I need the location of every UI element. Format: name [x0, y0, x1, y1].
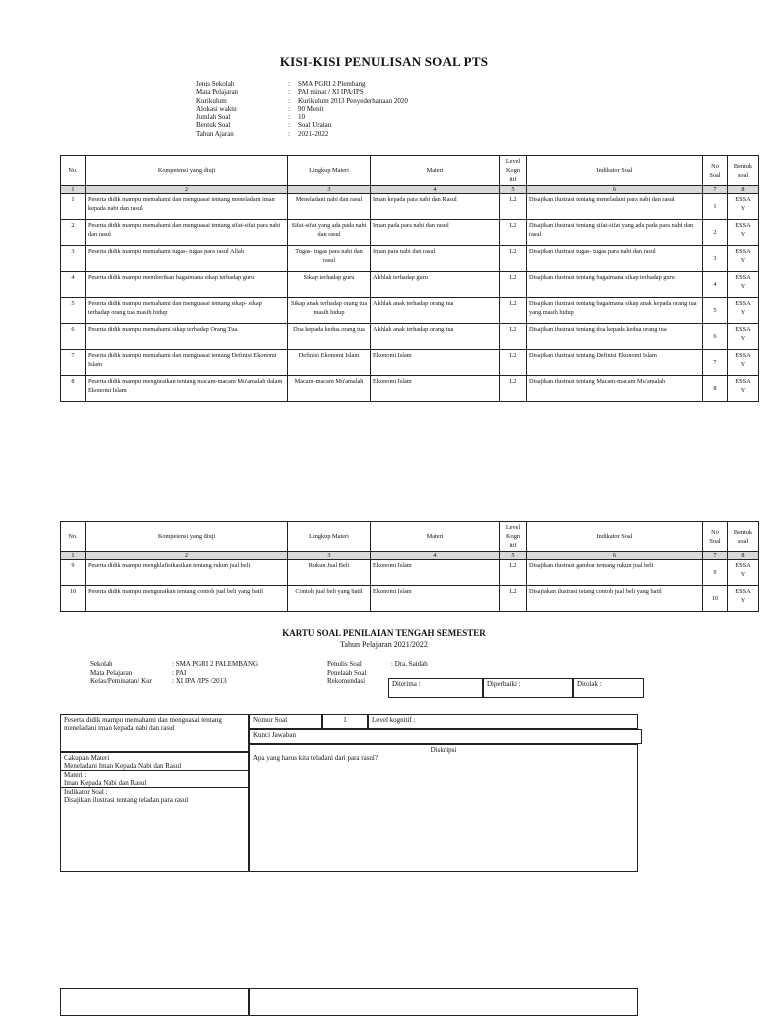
info-row [90, 677, 258, 686]
bentuk-soal-cell [728, 376, 759, 402]
materi-cell: Ekonomi Islam [371, 586, 500, 612]
materi-cell: Iman para nabi dan rasul [371, 246, 500, 272]
info-value: : XI IPA /IPS /2013 [172, 677, 227, 685]
level-cell: L2 [500, 220, 527, 246]
column-header: No. [61, 522, 86, 552]
row-number: 7 [61, 350, 86, 376]
meta-row [196, 105, 408, 113]
bentuk-soal-cell [728, 220, 759, 246]
meta-colon: : [288, 96, 290, 105]
bentuk-soal-type: ESSA [735, 300, 751, 307]
bentuk-soal-cell [728, 324, 759, 350]
column-header: Materi [371, 522, 500, 552]
row-number: 9 [61, 560, 86, 586]
rekom-diperbaiki-box [483, 678, 573, 698]
column-header: Level Kogn itif [500, 522, 527, 552]
level-cell: L2 [500, 246, 527, 272]
bentuk-soal-mark: Y [740, 205, 746, 212]
kompetensi-cell: Peserta didik mampu memberikan bagaimana sikap terhadap guru [86, 272, 288, 298]
no-soal-cell: 3 [703, 246, 728, 272]
column-number: 8 [728, 552, 759, 560]
column-number: 1 [61, 186, 86, 194]
level-kognitif-box [368, 714, 638, 729]
document-meta [196, 80, 408, 138]
column-number-row [61, 552, 759, 560]
column-number: 1 [61, 552, 86, 560]
bentuk-soal-type: ESSA [735, 588, 751, 595]
table-row [61, 376, 759, 402]
column-number: 2 [86, 552, 288, 560]
row-number: 3 [61, 246, 86, 272]
level-cell: L2 [500, 324, 527, 350]
column-number: 3 [288, 552, 371, 560]
meta-label: Jumlah Soal [196, 113, 231, 122]
nomor-soal-value: 1 [343, 716, 347, 724]
bentuk-soal-mark: Y [740, 231, 746, 238]
indikator-cell: Disajikan ilustrasi gambar tentang rukun jual beli [527, 560, 703, 586]
materi-cell: Akhlak terhadap guru [371, 272, 500, 298]
materi-cell: Ekonomi Islam [371, 350, 500, 376]
indikator-cell: Disajikan ilustrasi tentang bagaimana sikap anak kepada orang tua yang masih hidup [527, 298, 703, 324]
kompetensi-cell: Peserta didik mampu memahami dan menguasai tentang sifat-sifat para nabi dan rasul [86, 220, 288, 246]
table-row [61, 350, 759, 376]
meta-row [196, 130, 408, 138]
bentuk-soal-mark: Y [740, 309, 746, 316]
row-number: 10 [61, 586, 86, 612]
bentuk-soal-type: ESSA [735, 196, 751, 203]
deskripsi-box [249, 744, 638, 872]
materi-cell: Ekonomi Islam [371, 376, 500, 402]
materi-cell: Ekonomi Islam [371, 560, 500, 586]
info-row [90, 669, 258, 678]
kompetensi-cell: Peserta didik mampu menguraikan tentang macam-macam Mu'amalah dalam Ekonomi Islam [86, 376, 288, 402]
info-label: Mata Pelajaran [90, 668, 133, 677]
bentuk-soal-cell [728, 246, 759, 272]
kompetensi-cell: Peserta didik mampu memahami dan menguasai tentang meneladani iman kepada nabi dan rasul [86, 194, 288, 220]
materi-cell: Akhlak anak terhadap orang tua [371, 298, 500, 324]
meta-value: SMA PGRI 2 Plembang [298, 80, 366, 88]
lingkup-cell: Macam-macam Mu'amalah [288, 376, 371, 402]
rekom-ditolak-box [573, 678, 644, 698]
no-soal-cell: 1 [703, 194, 728, 220]
meta-row [196, 97, 408, 105]
meta-value: 2021-2022 [298, 129, 329, 138]
row-number: 1 [61, 194, 86, 220]
rekom-diperbaiki-label: Diperbaiki : [487, 680, 521, 688]
kisi-table-1 [60, 155, 759, 402]
meta-row [196, 121, 408, 129]
meta-colon: : [288, 121, 290, 130]
bentuk-soal-mark: Y [740, 283, 746, 290]
column-number-row [61, 186, 759, 194]
column-number: 5 [500, 552, 527, 560]
question-text: Apa yang harus kita teladani dari para rasul? [253, 754, 378, 762]
kompetensi-cell: Peserta didik mampu menguraikan tentang contoh jual beli yang batil [86, 586, 288, 612]
column-header: No. [61, 156, 86, 186]
lingkup-cell: Sikap anak terhadap orang tua masih hidup [288, 298, 371, 324]
table-row [61, 586, 759, 612]
bentuk-soal-cell [728, 560, 759, 586]
level-cell: L2 [500, 560, 527, 586]
column-number: 5 [500, 186, 527, 194]
nomor-soal-value-box [322, 714, 368, 729]
materi-label: Materi : [61, 770, 248, 779]
bentuk-soal-cell [728, 350, 759, 376]
materi-value: Iman Kepada Nabi dan Rasul [64, 779, 147, 787]
info-label: Sekolah [90, 660, 113, 668]
no-soal-cell: 6 [703, 324, 728, 350]
row-number: 8 [61, 376, 86, 402]
column-header: No Soal [703, 156, 728, 186]
bentuk-soal-type: ESSA [735, 248, 751, 255]
meta-value: 90 Menit [298, 104, 324, 113]
column-number: 6 [527, 186, 703, 194]
lingkup-cell: Sikap terhadap guru [288, 272, 371, 298]
info-label: Penulis Soal [327, 660, 362, 668]
meta-label: Tahun Ajaran [196, 129, 234, 138]
meta-label: Mata Pelajaran [196, 88, 239, 97]
page-title: KISI-KISI PENULISAN SOAL PTS [279, 54, 489, 69]
kartu-title: KARTU SOAL PENILAIAN TENGAH SEMESTER [282, 628, 486, 638]
level-cell: L2 [500, 376, 527, 402]
no-soal-cell: 10 [703, 586, 728, 612]
level-cell: L2 [500, 586, 527, 612]
indikator-value: Disajikan ilustrasi tentang teladan para rasul [64, 796, 189, 804]
info-label: Rekomendasi [327, 677, 366, 685]
info-value: : SMA PGRI 2 PALEMBANG [172, 660, 259, 668]
indikator-cell: Disajikan ilustrasi tentang bagaimana sikap terhadap guru [527, 272, 703, 298]
row-number: 5 [61, 298, 86, 324]
kunci-jawaban-box [249, 729, 642, 744]
kompetensi-cell: Peserta didik mampu memahami sikap terhadap Orang Tua. [86, 324, 288, 350]
no-soal-cell: 5 [703, 298, 728, 324]
bentuk-soal-mark: Y [740, 597, 746, 604]
info-row [90, 660, 258, 669]
no-soal-cell: 8 [703, 376, 728, 402]
column-number: 2 [86, 186, 288, 194]
meta-row [196, 88, 408, 96]
table-header-row [61, 522, 759, 552]
info-value: : PAI [172, 668, 187, 677]
deskripsi-label: Diskripsi [430, 746, 457, 754]
column-header: Indikator Soal [527, 522, 703, 552]
table-row [61, 272, 759, 298]
column-header: Bentuk soal [728, 156, 759, 186]
bentuk-soal-type: ESSA [735, 326, 751, 333]
materi-info-box [60, 752, 249, 872]
column-header: Level Kogn itif [500, 156, 527, 186]
lingkup-cell: Definisi Ekonomi Islam [288, 350, 371, 376]
no-soal-cell: 7 [703, 350, 728, 376]
bentuk-soal-type: ESSA [735, 274, 751, 281]
rekom-diterima-label: Diterima : [392, 680, 421, 688]
bentuk-soal-type: ESSA [735, 562, 751, 569]
column-number: 3 [288, 186, 371, 194]
lingkup-cell: Meneladani nabi dan rasul [288, 194, 371, 220]
bentuk-soal-mark: Y [740, 387, 746, 394]
cakupan-value: Meneladani Iman Kepada Nabi dan Rasul [64, 762, 182, 770]
meta-value: 10 [298, 113, 305, 122]
indikator-cell: Disajikan ilustrasi tentang meneladani para nabi dan rasul [527, 194, 703, 220]
nomor-soal-label: Nomor Soal [253, 716, 288, 724]
meta-row [196, 80, 408, 88]
materi-cell: Iman pada para nabi dan rasul [371, 220, 500, 246]
column-number: 8 [728, 186, 759, 194]
level-cell: L2 [500, 194, 527, 220]
level-cell: L2 [500, 272, 527, 298]
column-header: Lingkup Materi [288, 522, 371, 552]
column-header: Materi [371, 156, 500, 186]
meta-label: Kurikulum [196, 96, 227, 105]
info-value: : Dra. Saidah [391, 660, 428, 668]
nomor-soal-label-box [249, 714, 322, 729]
column-number: 7 [703, 186, 728, 194]
kunci-jawaban-label: Kunci Jawaban [253, 731, 296, 739]
meta-label: Jenis Sekolah [196, 80, 235, 88]
bentuk-soal-type: ESSA [735, 352, 751, 359]
level-cell: L2 [500, 298, 527, 324]
bentuk-soal-cell [728, 194, 759, 220]
meta-value: Soal Uraian [298, 121, 332, 130]
row-number: 6 [61, 324, 86, 350]
info-row [327, 669, 428, 678]
indikator-cell: Disajikan ilustrasi tugas- tugas para nabi dan rasul [527, 246, 703, 272]
indikator-cell: Disajiakan ilustrasi tetang contoh jual beli yang batil [527, 586, 703, 612]
column-number: 7 [703, 552, 728, 560]
lingkup-cell: Tugas- tugas para nabi dan rasul [288, 246, 371, 272]
next-card-right-box [249, 988, 638, 1016]
table-header-row [61, 156, 759, 186]
table-row [61, 298, 759, 324]
lingkup-cell: Sifat-sifat yang ada pada nabi dan rasul [288, 220, 371, 246]
kompetensi-text: Peserta didik mampu memahami dan menguasai tentang meneladani iman kepada nabi dan rasul [64, 716, 222, 732]
meta-value: PAI minat / XI IPA/IPS [298, 88, 364, 97]
bentuk-soal-mark: Y [740, 335, 746, 342]
no-soal-cell: 2 [703, 220, 728, 246]
materi-cell: Iman kepada para nabi dan Rasul [371, 194, 500, 220]
kompetensi-cell: Peserta didik mampu memahami dan menguasai tentang sikap- sikap terhadap orang tua masih hidup [86, 298, 288, 324]
column-header: Kompetensi yang diuji [86, 522, 288, 552]
lingkup-cell: Contoh jual beli yang batil [288, 586, 371, 612]
no-soal-cell: 4 [703, 272, 728, 298]
bentuk-soal-mark: Y [740, 361, 746, 368]
rekom-ditolak-label: Ditolak : [577, 680, 602, 688]
bentuk-soal-cell [728, 586, 759, 612]
column-number: 6 [527, 552, 703, 560]
column-header: Bentuk soal [728, 522, 759, 552]
meta-colon: : [288, 104, 290, 113]
row-number: 2 [61, 220, 86, 246]
indikator-cell: Disajikan ilustrasi tentang doa kepada kedua orang tua [527, 324, 703, 350]
table-row [61, 246, 759, 272]
indikator-cell: Disajikan ilustrasi tentang Macam-macam Mu'amalah [527, 376, 703, 402]
bentuk-soal-type: ESSA [735, 378, 751, 385]
meta-label: Alokasi waktu [196, 104, 237, 113]
next-card-left-box [60, 988, 249, 1016]
meta-colon: : [288, 88, 290, 97]
level-cell: L2 [500, 350, 527, 376]
table-row [61, 220, 759, 246]
bentuk-soal-mark: Y [740, 571, 746, 578]
kompetensi-cell: Peserta didik mampu mengklafisikasikan tentang rukun jual beli [86, 560, 288, 586]
no-soal-cell: 9 [703, 560, 728, 586]
meta-colon: : [288, 129, 290, 138]
indikator-label: Indikator Soal : [61, 787, 248, 796]
rekom-diterima-box [388, 678, 483, 698]
meta-colon: : [288, 113, 290, 122]
column-header: No Soal [703, 522, 728, 552]
row-number: 4 [61, 272, 86, 298]
level-kognitif-label: Level kognitif : [372, 716, 416, 724]
indikator-cell: Disajikan ilustrasi tentang Definisi Ekonomi Islam [527, 350, 703, 376]
bentuk-soal-mark: Y [740, 257, 746, 264]
kisi-table-2 [60, 521, 759, 612]
cakupan-label: Cakupan Materi [64, 754, 110, 762]
column-header: Kompetensi yang diuji [86, 156, 288, 186]
kartu-subtitle: Tahun Pelajaran 2021/2022 [340, 640, 428, 649]
column-header: Lingkup Materi [288, 156, 371, 186]
kompetensi-cell: Peserta didik mampu memahami tugas- tugas para rasul Allah [86, 246, 288, 272]
bentuk-soal-type: ESSA [735, 222, 751, 229]
column-header: Indikator Soal [527, 156, 703, 186]
meta-value: Kurikulum 2013 Penyederhanaan 2020 [298, 96, 408, 105]
column-number: 4 [371, 186, 500, 194]
bentuk-soal-cell [728, 272, 759, 298]
meta-row [196, 113, 408, 121]
meta-colon: : [288, 80, 290, 88]
table-row [61, 324, 759, 350]
materi-cell: Akhlak anak terhadap orang tua [371, 324, 500, 350]
kartu-left-info [90, 660, 258, 686]
kompetensi-cell: Peserta didik mampu memahami dan menguasai tentang Definisi Ekonomi Islam [86, 350, 288, 376]
meta-label: Bentuk Soal [196, 121, 231, 130]
lingkup-cell: Doa kepada kedua orang tua [288, 324, 371, 350]
lingkup-cell: Rukun Jual Beli [288, 560, 371, 586]
info-label: Kelas/Peminatan/ Kur [90, 677, 153, 685]
kompetensi-box [60, 714, 249, 752]
table-row [61, 194, 759, 220]
bentuk-soal-cell [728, 298, 759, 324]
indikator-cell: Disajikan ilustrasi tentang sifat-sifat yang ada pada para nabi dan rasul [527, 220, 703, 246]
column-number: 4 [371, 552, 500, 560]
table-row [61, 560, 759, 586]
info-row [327, 660, 428, 669]
info-label: Penelaah Soal [327, 668, 367, 677]
